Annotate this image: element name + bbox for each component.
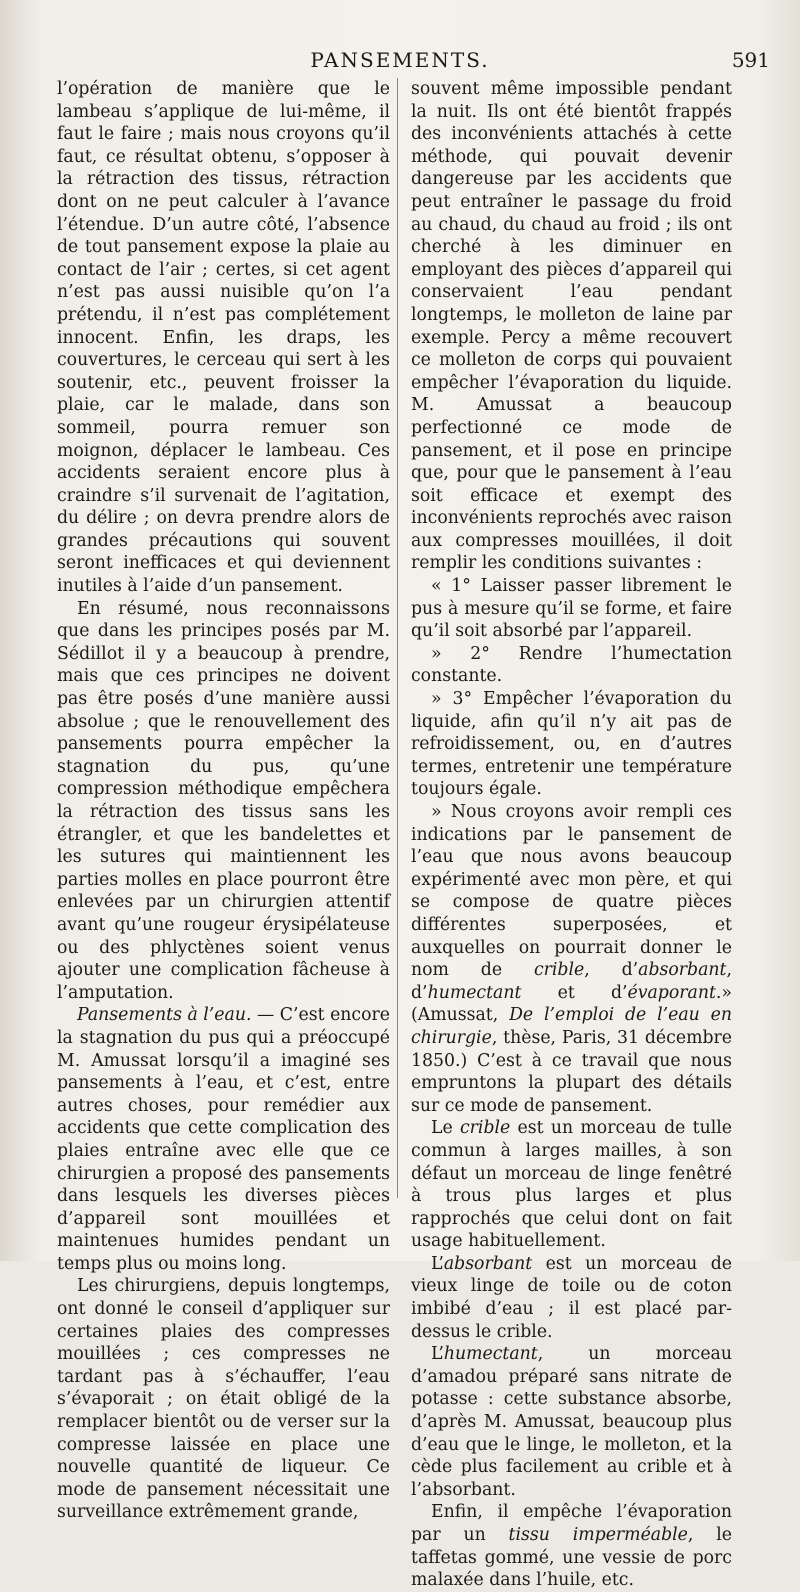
paragraph-text: — C’est encore la stagnation du pus qui a préoccupé M. Amussat lorsqu’il a imaginé ses pansements à l’eau, et c’est, entre autres choses, pour remédier aux accidents que cette complication des plaies entraîne avec elle que ce chirurgien a proposé des pansements dans lesquels les diverses pièces d’appareil sont mouillées et maintenues humides pendant un temps plus ou moins long. bbox=[57, 1005, 390, 1274]
text: , le taffetas gommé, une vessie de porc malaxée dans l’huile, etc. bbox=[411, 1525, 732, 1591]
paragraph: Les chirurgiens, depuis longtemps, ont donné le conseil d’appliquer sur certaines plaies des compresses mouillées ; ces compresses ne tardant pas à s’échauffer, l’eau s’évaporait ; on était obligé de la remplacer bientôt ou de verser sur la compresse laissée en place une nouvelle quantité de liqueur. Ce mode de pansement nécessitait une surveillance extrêmement grande, bbox=[57, 1276, 390, 1523]
paragraph-water-dressings bbox=[57, 1004, 390, 1275]
section-heading: Pansements à l’eau. bbox=[77, 1005, 252, 1026]
condition-2: » 2° Rendre l’humectation constante. bbox=[411, 643, 732, 687]
condition-3: » 3° Empêcher l’évaporation du liquide, afin qu’il n’y ait pas de refroidissement, ou, en d’autres termes, entretenir une température toujours égale. bbox=[411, 689, 732, 800]
text: Le bbox=[431, 1118, 460, 1139]
term: tissu imperméable bbox=[508, 1525, 688, 1545]
text: , un morceau d’amadou préparé sans nitrate de potasse : cette substance absorbe, d’après M. Amussat, beaucoup plus d’eau que le linge, le molleton, et la cède plus facilement au crible et à l’absorbant. bbox=[411, 1344, 732, 1500]
term: évaporant bbox=[627, 982, 716, 1003]
text: .» (Amussat, bbox=[411, 982, 732, 1026]
running-title: PANSEMENTS. bbox=[310, 48, 490, 72]
left-column bbox=[57, 78, 390, 1524]
paragraph: l’opération de manière que le lambeau s’applique de lui-même, il faut le faire ; mais nous croyons qu’il faut, ce résultat obtenu, s’opposer à la rétraction des tissus, rétraction dont on ne peut calculer à l’avance l’étendue. D’un autre côté, l’absence de tout pansement expose la plaie au contact de l’air ; certes, si cet agent n’est pas aussi nuisible qu’on l’a prétendu, il n’est pas complétement innocent. Enfin, les draps, les couvertures, le cerceau qui sert à les soutenir, etc., peuvent froisser la plaie, car le malade, dans son sommeil, pourra remuer son moignon, déplacer le lambeau. Ces accidents seraient encore plus à craindre s’il survenait de l’agitation, du délire ; on devra prendre alors de grandes précautions qui souvent seront inefficaces et qui deviennent inutiles à l’aide d’un pansement. bbox=[57, 79, 390, 597]
text: , d’ bbox=[584, 960, 639, 981]
text: , thèse, Paris, 31 décembre 1850.) C’est à ce travail que nous empruntons la plupart des détails sur ce mode de pansement. bbox=[411, 1027, 732, 1116]
text: L’ bbox=[431, 1344, 444, 1365]
right-column bbox=[411, 78, 732, 1592]
term: crible bbox=[533, 960, 585, 981]
paragraph-humectant bbox=[411, 1343, 732, 1501]
term: humectant bbox=[427, 982, 522, 1003]
term: humectant bbox=[443, 1344, 538, 1365]
text: L’ bbox=[431, 1253, 444, 1274]
paragraph-crible bbox=[411, 1117, 732, 1253]
text: est un morceau de tulle commun à larges mailles, à son défaut un morceau de linge fenêtré à trous plus larges et plus rapprochés que celui dont on fait usage habituellement. bbox=[411, 1118, 732, 1252]
text: , d’ bbox=[411, 960, 732, 1003]
thesis-title: De l’emploi de l’eau en chirurgie bbox=[411, 1005, 732, 1048]
paragraph-absorbant bbox=[411, 1253, 732, 1343]
text: est un morceau de vieux linge de toile ou de coton imbibé d’eau ; il est placé par-dessus le crible. bbox=[411, 1253, 732, 1342]
paragraph: souvent même impossible pendant la nuit. Ils ont été bientôt frappés des inconvénients attachés à cette méthode, qui pouvait devenir dangereuse par les accidents que peut entraîner le passage du froid au chaud, du chaud au froid ; ils ont cherché à les diminuer en employant des pièces d’appareil qui conservaient l’eau pendant longtemps, le molleton de laine par exemple. Percy a même recouvert ce molleton de corps qui pouvaient empêcher l’évaporation du liquide. M. Amussat a beaucoup perfectionné ce mode de pansement, et il pose en principe que, pour que le pansement à l’eau soit efficace et exempt des inconvénients reprochés avec raison aux compresses mouillées, il doit remplir les conditions suivantes : bbox=[411, 79, 732, 574]
text: et d’ bbox=[521, 982, 628, 1003]
condition-1: « 1° Laisser passer librement le pus à mesure qu’il se forme, et faire qu’il soit absorbé par l’appareil. bbox=[411, 576, 732, 642]
paragraph-evaporant bbox=[411, 1501, 732, 1591]
page-number: 591 bbox=[731, 48, 770, 72]
paragraph: En résumé, nous reconnaissons que dans les principes posés par M. Sédillot il y a beaucoup à prendre, mais que ces principes ne doivent pas être posés d’une manière aussi absolue ; que le renouvellement des pansements pourra empêcher la stagnation du pus, qu’une compression méthodique empêchera la rétraction des tissus sans les étrangler, et que les bandelettes et les sutures qui maintiennent les parties molles en place pourront être enlevées par un chirurgien attentif avant qu’une rougeur érysipélateuse ou des phlyctènes soient venus ajouter une complication fâcheuse à l’amputation. bbox=[57, 598, 390, 1003]
column-divider bbox=[397, 78, 398, 1198]
text: Enfin, il empêche l’évaporation par un bbox=[411, 1502, 732, 1545]
term: absorbant bbox=[443, 1253, 533, 1274]
paragraph-quote bbox=[411, 801, 732, 1117]
page-header bbox=[0, 44, 800, 74]
text: » Nous croyons avoir rempli ces indications par le pansement de l’eau que nous avons beaucoup expérimenté avec mon père, et qui se compose de quatre pièces différentes superposées, et auxquelles on pourrait donner le nom de bbox=[411, 802, 732, 981]
term: crible bbox=[459, 1118, 511, 1139]
term: absorbant bbox=[638, 960, 727, 981]
